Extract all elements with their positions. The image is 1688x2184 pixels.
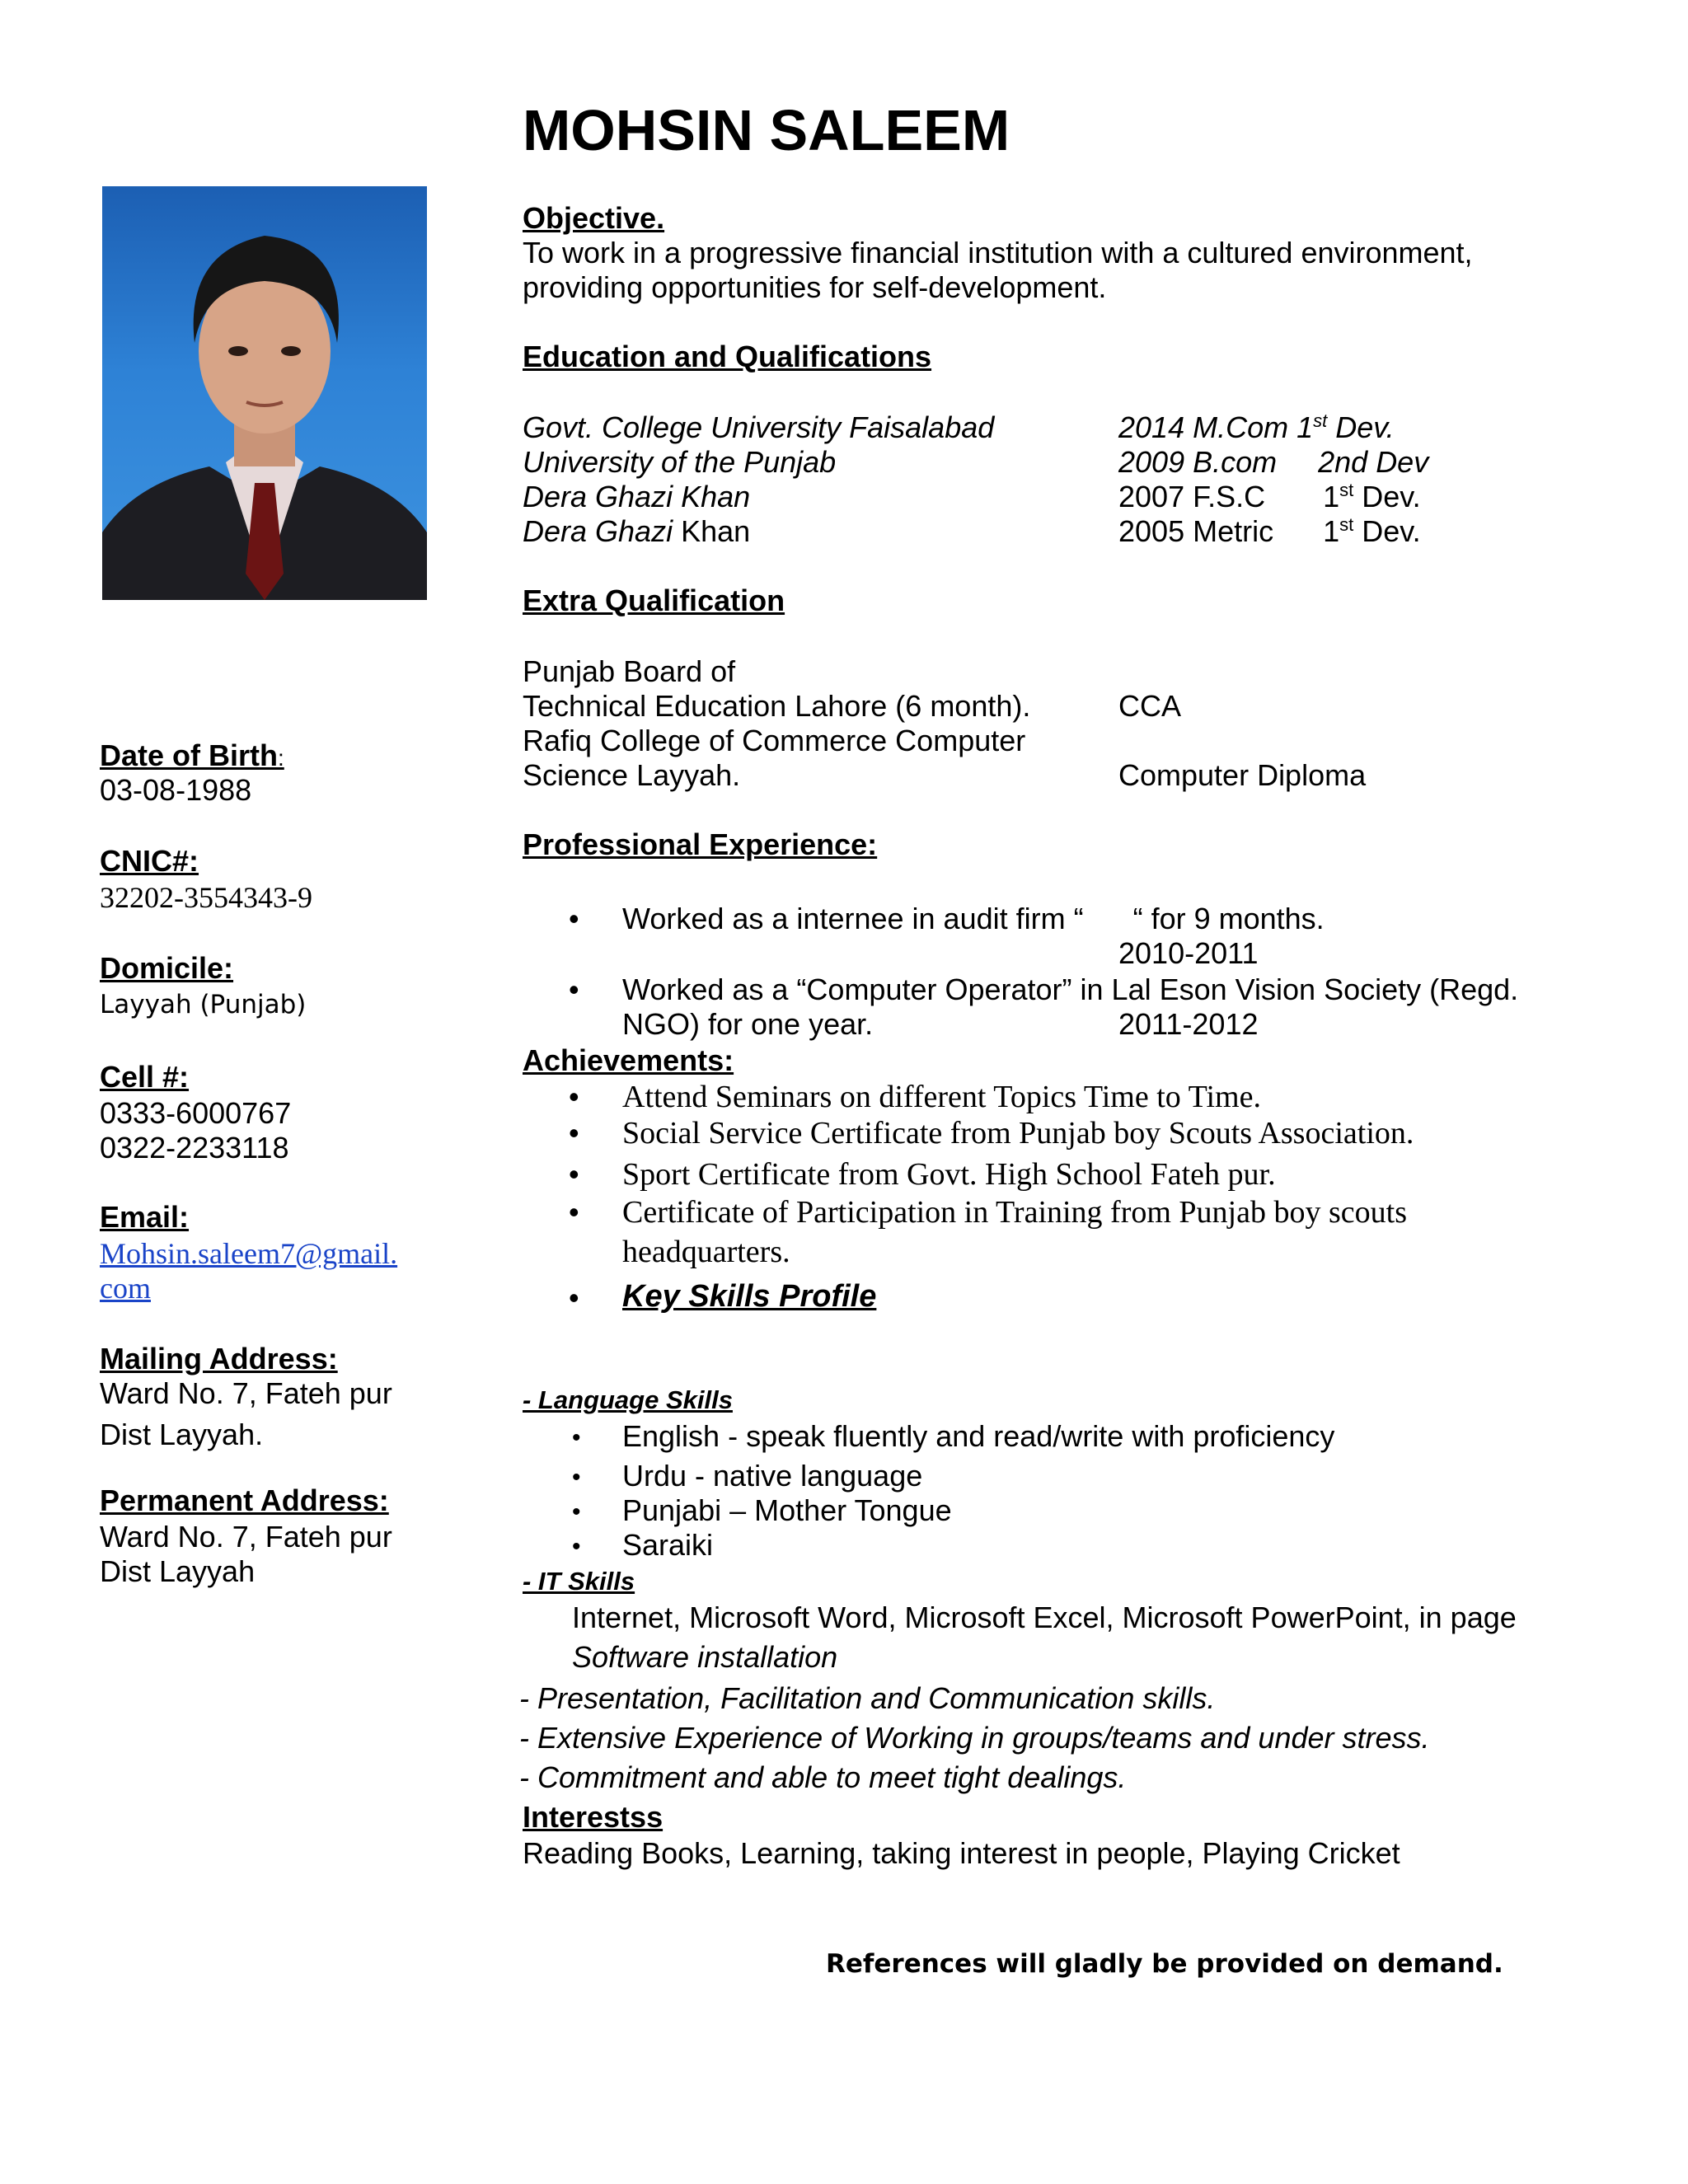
permanent-address-line-1: Ward No. 7, Fateh pur (100, 1520, 392, 1554)
it-skills-line: - Extensive Experience of Working in groups/teams and under stress. (519, 1721, 1430, 1755)
language-skills-heading: - Language Skills (523, 1385, 733, 1414)
education-degree: 2009 B.com 2nd Dev (1118, 445, 1429, 479)
education-institution: Govt. College University Faisalabad (523, 410, 995, 444)
achievement-item: Social Service Certificate from Punjab boy Scouts Association. (622, 1116, 1414, 1151)
cell-number-1: 0333-6000767 (100, 1096, 292, 1130)
extra-qualification-line: Punjab Board of (523, 654, 736, 688)
experience-heading: Professional Experience: (523, 827, 878, 861)
email-label: Email: (100, 1200, 190, 1234)
bullet: • (569, 1281, 579, 1315)
experience-item: Worked as a “Computer Operator” in Lal Eson Vision Society (Regd. (622, 972, 1519, 1006)
interests-text: Reading Books, Learning, taking interest in people, Playing Cricket (523, 1836, 1400, 1870)
experience-item: Worked as a internee in audit firm “ “ for 9 months. (622, 902, 1325, 935)
it-skills-line: Software installation (572, 1640, 838, 1674)
education-degree: 2014 M.Com 1st Dev. (1118, 410, 1395, 444)
extra-qualification-line: Technical Education Lahore (6 month). (523, 689, 1031, 723)
extra-qualification-award: CCA (1118, 689, 1182, 723)
dob-value: 03-08-1988 (100, 773, 252, 807)
achievement-item: Sport Certificate from Govt. High School Fateh pur. (622, 1157, 1276, 1192)
bullet: • (569, 1116, 579, 1150)
bullet: • (569, 972, 579, 1006)
bullet: • (569, 902, 579, 935)
mailing-address-label: Mailing Address: (100, 1342, 338, 1376)
cnic-label: CNIC#: (100, 844, 199, 878)
mailing-address-line-2: Dist Layyah. (100, 1418, 264, 1451)
email-link[interactable]: Mohsin.saleem7@gmail. com (100, 1237, 398, 1305)
extra-qualification-heading: Extra Qualification (523, 583, 785, 617)
bullet: • (572, 1464, 581, 1491)
domicile-label: Domicile: (100, 951, 234, 985)
permanent-address-line-2: Dist Layyah (100, 1554, 256, 1588)
bullet: • (569, 1080, 579, 1113)
achievements-heading: Achievements: (523, 1043, 734, 1077)
education-degree: 2007 F.S.C 1st Dev. (1118, 480, 1421, 513)
language-item: Urdu - native language (622, 1459, 923, 1493)
interests-heading: Interestss (523, 1800, 663, 1834)
achievement-item-cont: headquarters. (622, 1235, 790, 1269)
achievement-item: Certificate of Participation in Training from Punjab boy scouts (622, 1195, 1407, 1230)
it-skills-line: - Presentation, Facilitation and Communication skills. (519, 1681, 1216, 1715)
objective-heading: Objective. (523, 201, 665, 235)
it-skills-heading: - IT Skills (523, 1567, 635, 1596)
cell-label: Cell #: (100, 1060, 190, 1094)
language-item: English - speak fluently and read/write with proficiency (622, 1419, 1335, 1453)
education-degree: 2005 Metric 1st Dev. (1118, 514, 1421, 548)
experience-item-cont: NGO) for one year. (622, 1007, 874, 1041)
experience-period: 2010-2011 (1118, 936, 1259, 970)
bullet: • (569, 1195, 579, 1229)
education-institution: Dera Ghazi Khan (523, 514, 751, 548)
bullet: • (572, 1533, 581, 1560)
cnic-value: 32202-3554343-9 (100, 881, 312, 914)
education-institution: Dera Ghazi Khan (523, 480, 751, 513)
objective-line-2: providing opportunities for self-development. (523, 270, 1107, 304)
references-note: References will gladly be provided on demand. (826, 1949, 1503, 1979)
language-item: Punjabi – Mother Tongue (622, 1493, 952, 1527)
permanent-address-label: Permanent Address: (100, 1483, 389, 1517)
education-institution: University of the Punjab (523, 445, 837, 479)
dob-label: Date of Birth: (100, 738, 284, 772)
extra-qualification-line: Rafiq College of Commerce Computer (523, 724, 1026, 757)
language-item: Saraiki (622, 1528, 714, 1562)
it-skills-line: - Commitment and able to meet tight dealings. (519, 1760, 1127, 1794)
objective-line-1: To work in a progressive financial institution with a cultured environment, (523, 236, 1473, 269)
extra-qualification-award: Computer Diploma (1118, 758, 1367, 792)
candidate-name: MOHSIN SALEEM (523, 98, 1010, 162)
domicile-value: Layyah (Punjab) (100, 990, 307, 1019)
education-heading: Education and Qualifications (523, 340, 932, 373)
extra-qualification-line: Science Layyah. (523, 758, 741, 792)
key-skills-heading: Key Skills Profile (622, 1279, 877, 1314)
it-skills-line: Internet, Microsoft Word, Microsoft Excel, Microsoft PowerPoint, in page (572, 1601, 1517, 1634)
experience-period: 2011-2012 (1118, 1007, 1259, 1041)
person-photo (102, 186, 427, 600)
cell-number-2: 0322-2233118 (100, 1131, 289, 1165)
bullet: • (569, 1157, 579, 1191)
mailing-address-line-1: Ward No. 7, Fateh pur (100, 1376, 392, 1410)
bullet: • (572, 1424, 581, 1451)
achievement-item: Attend Seminars on different Topics Time to Time. (622, 1080, 1261, 1114)
bullet: • (572, 1498, 581, 1526)
